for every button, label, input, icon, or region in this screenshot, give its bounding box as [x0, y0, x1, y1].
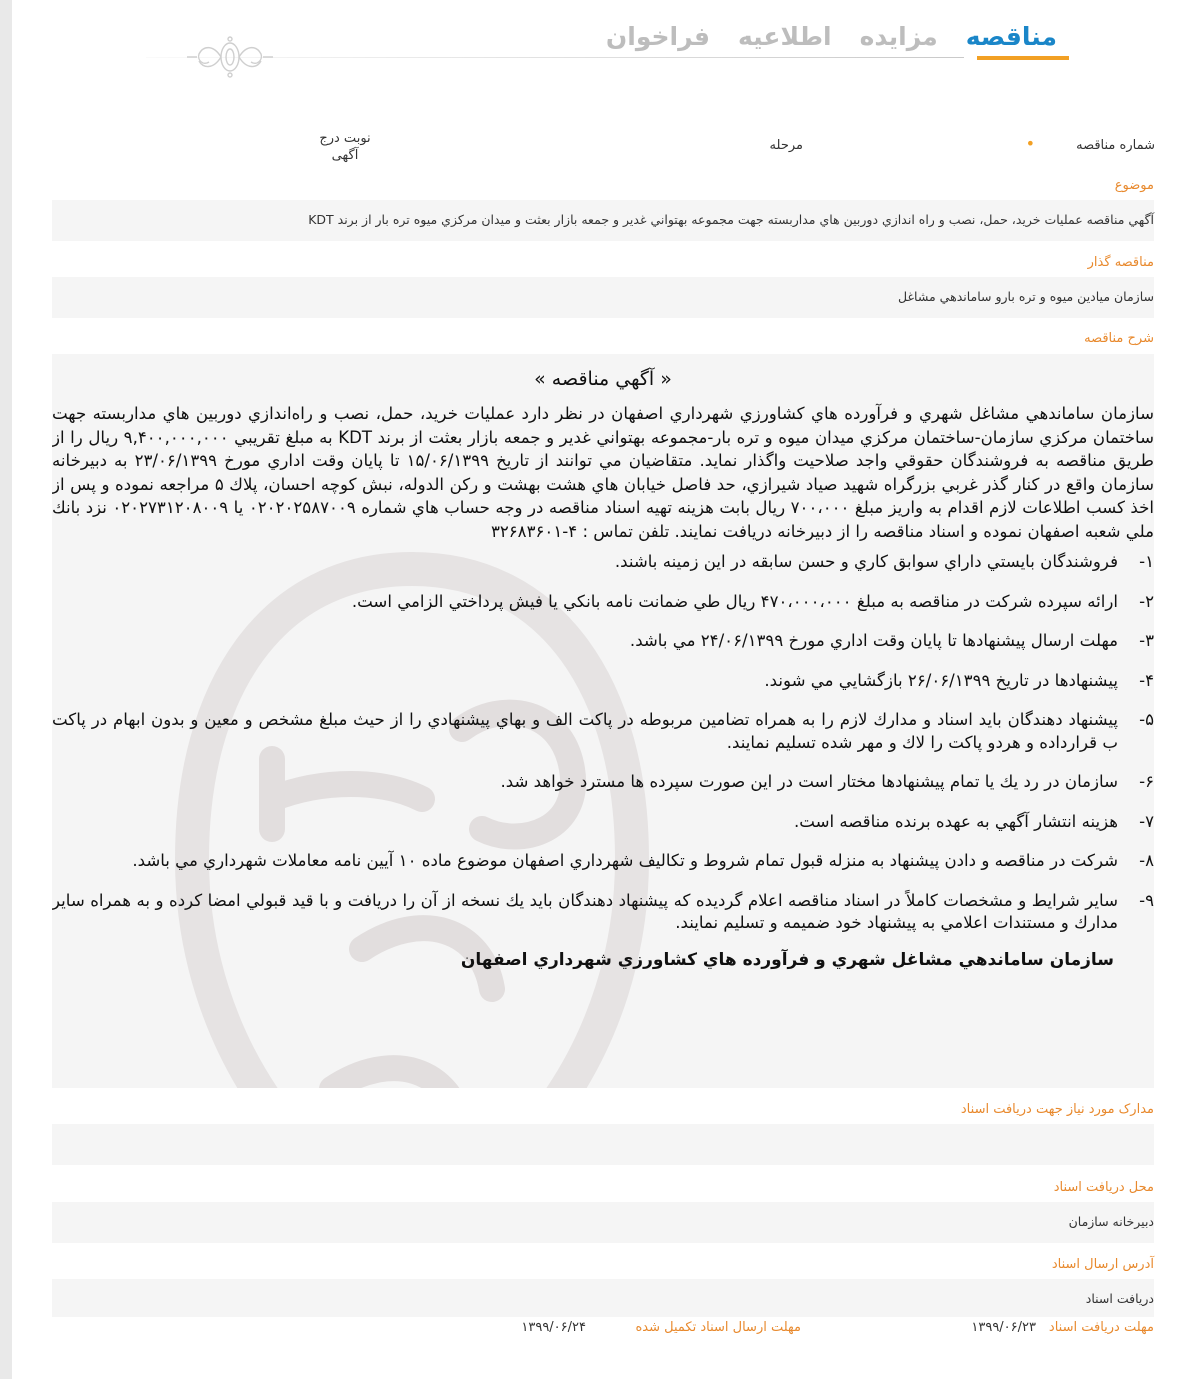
tab-tender[interactable]: مناقصه [965, 22, 1057, 51]
receive-place-box [52, 1202, 1154, 1243]
item-number: ۶- [1139, 772, 1154, 791]
active-tab-indicator [977, 56, 1069, 60]
item-number: ۵- [1139, 710, 1154, 729]
organizer-value: سازمان ميادين ميوه و تره بارو ساماندهي مشاغل [898, 289, 1154, 304]
tab-auction[interactable]: مزايده [859, 22, 938, 51]
required-docs-box [52, 1124, 1154, 1165]
condition-item [52, 709, 1154, 754]
condition-item [52, 771, 1154, 794]
condition-item [52, 850, 1154, 873]
item-number: ۸- [1139, 851, 1154, 870]
condition-item [52, 811, 1154, 834]
watermark-text: هزاره گستران ارتباط [403, 949, 412, 950]
item-text: مهلت ارسال پيشنهادها تا پايان وقت اداري مورخ ۲۴/۰۶/۱۳۹۹ مي باشد. [629, 631, 1118, 650]
condition-item [52, 630, 1154, 653]
item-text: پيشنهاد دهندگان بايد اسناد و مدارك لازم را به همراه تضامين مربوطه در پاكت الف و بهاي پيشنهادي را از حيث مبلغ مشخص و معين و بدون ابهام در پاكت ب قرارداده و هردو پاكت را لاك و مهر شده تسليم نمايند. [52, 710, 1118, 752]
item-number: ۳- [1139, 631, 1154, 650]
item-text: سازمان در رد يك يا تمام پيشنهادها مختار است در اين صورت سپرده ها مسترد خواهد شد. [500, 772, 1118, 791]
subject-label: موضوع [1114, 178, 1154, 193]
condition-item [52, 670, 1154, 693]
receive-deadline-value: ۱۳۹۹/۰۶/۲۳ [971, 1320, 1036, 1335]
item-number: ۷- [1139, 811, 1154, 831]
meta-row [50, 131, 1155, 174]
notice-title: « آگهي مناقصه » [534, 368, 672, 390]
tab-call[interactable]: فراخوان [605, 22, 711, 51]
receive-place-value: دبیرخانه سازمان [1068, 1214, 1154, 1229]
organizer-box [52, 277, 1154, 318]
tender-number-value: • [1025, 134, 1035, 153]
item-text: شركت در مناقصه و دادن پيشنهاد به منزله قبول تمام شروط و تكاليف شهرداري اصفهان موضوع ماده ۱۰ آيين نامه معاملات شهرداري مي باشد. [132, 851, 1118, 870]
item-text: پيشنهادها در تاريخ ۲۶/۰۶/۱۳۹۹ بازگشايي مي شوند. [764, 670, 1118, 690]
turn-label: نوبت درج آگهی [319, 131, 371, 163]
conditions-list [52, 551, 1154, 935]
item-number: ۴- [1139, 670, 1154, 690]
stage-label: مرحله [769, 138, 803, 153]
item-text: ساير شرايط و مشخصات كاملاً در اسناد مناقصه اعلام گرديده كه پيشنهاد دهندگان بايد يك نسخه از آن را دريافت و با قيد قبولي امضا كرده و به همراه ساير مدارك و مستندات اعلامي به پيشنهاد خود ضميمه و تسليم نمايند. [52, 890, 1118, 932]
condition-item [52, 551, 1154, 574]
required-docs-label: مدارک مورد نیاز جهت دریافت اسناد [960, 1102, 1154, 1117]
tab-bar [592, 18, 1071, 58]
item-number: ۱- [1139, 552, 1154, 571]
receive-place-label: محل دریافت اسناد [1053, 1180, 1154, 1195]
condition-item [52, 890, 1154, 935]
send-address-label: آدرس ارسال اسناد [1051, 1257, 1154, 1272]
item-text: هزينه انتشار آگهي به عهده برنده مناقصه است. [794, 811, 1118, 831]
left-edge-strip [0, 0, 12, 1379]
item-text: فروشندگان بايستي داراي سوابق كاري و حسن سابقه در اين زمينه باشند. [614, 552, 1118, 571]
condition-item [52, 591, 1154, 614]
organizer-label: مناقصه گذار [1087, 255, 1154, 270]
item-text: ارائه سپرده شركت در مناقصه به مبلغ ۴۷۰،۰۰۰،۰۰۰ ريال طي ضمانت نامه بانكي يا فيش پرداختي الزامي است. [351, 591, 1118, 611]
ornament-icon [185, 34, 275, 80]
tab-notice[interactable]: اطلاعيه [738, 22, 832, 51]
subject-box [52, 200, 1154, 241]
description-content [52, 354, 1154, 970]
notice-intro: سازمان ساماندهي مشاغل شهري و فرآورده هاي كشاورزي شهرداري اصفهان در نظر دارد عمليات خريد، حمل، نصب و راه‌اندازي دوربين هاي مداربسته جهت ساختمان مركزي سازمان-ساختمان مركزي ميدان ميوه و تره بار-مجموعه بهتواني غدير و جمعه بازار بعثت از برند KDT به مبلغ تقريبي ۹,۴۰۰,۰۰۰,۰۰۰ ريال را از طريق مناقصه به فروشندگان حقوقي واجد صلاحيت واگذار نمايد. متقاضيان مي توانند از تاريخ ۱۵/۰۶/۱۳۹۹ تا پايان وقت اداري مورخ ۲۳/۰۶/۱۳۹۹ به دبيرخانه سازمان واقع در كنار گذر غربي بزرگراه شهيد صياد شيرازي، حد فاصل خيابان هاي هشت بهشت و ركن الدوله، نبش كوچه احسان، پلاك ۵ مراجعه نموده و پس از اخذ كسب اطلاعات لازم اقدام به واريز مبلغ ۷۰۰،۰۰۰ ريال بابت هزينه تهيه اسناد مناقصه در وجه حساب هاي شماره ۰۲۰۲۰۲۵۸۷۰۰۹ يا ۰۲۰۲۷۳۱۲۰۸۰۰۹ نزد بانك ملي شعبه اصفهان نموده و اسناد مناقصه را از دبيرخانه دريافت نمايند. تلفن تماس : ۴-۳۲۶۸۳۶۰۱ [52, 404, 1154, 541]
signature: سازمان ساماندهي مشاغل شهري و فرآورده هاي كشاورزي شهرداري اصفهان [460, 949, 1114, 970]
tender-number-label: شماره مناقصه [1076, 138, 1155, 153]
subject-value: آگهي مناقصه عمليات خريد، حمل، نصب و راه اندازي دوربين هاي مداربسته جهت مجموعه بهتواني غدير و جمعه بازار بعثت و ميدان مركزي ميوه تره بار از برند KDT [308, 212, 1154, 227]
submit-deadline-label: مهلت ارسال اسناد تکمیل شده [635, 1320, 801, 1335]
send-address-box [52, 1279, 1154, 1317]
item-number: ۲- [1139, 591, 1154, 611]
receive-deadline-label: مهلت دریافت اسناد [1048, 1320, 1154, 1335]
item-number: ۹- [1139, 890, 1154, 910]
submit-deadline-value: ۱۳۹۹/۰۶/۲۴ [521, 1320, 586, 1335]
send-address-value: دریافت اسناد [1085, 1291, 1154, 1306]
description-box [52, 354, 1154, 1088]
description-label: شرح مناقصه [1084, 331, 1154, 346]
